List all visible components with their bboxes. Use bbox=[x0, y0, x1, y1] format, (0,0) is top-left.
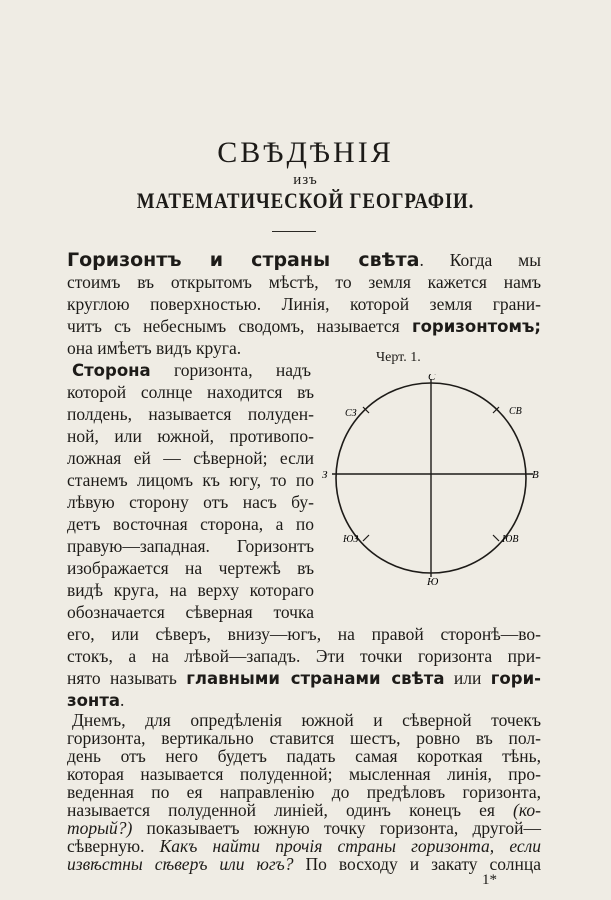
title-divider bbox=[272, 231, 316, 232]
bold-term: горизонтомъ; bbox=[411, 317, 541, 336]
text-span: нято называть bbox=[67, 668, 187, 688]
text-line: Днемъ, для опредѣленія южной и сѣверной точекъ bbox=[72, 710, 541, 730]
text-line: станемъ лицомъ къ югу, то по bbox=[67, 470, 314, 490]
italic-text: извѣстны сѣверъ или югъ? bbox=[67, 854, 294, 874]
text-line: веденная по ея направленію до предѣловъ горизонта, bbox=[67, 782, 541, 802]
page-title: СВѢДѢНІЯ bbox=[217, 136, 394, 169]
text-line: правую—западная. Горизонтъ bbox=[67, 536, 314, 556]
text-line bbox=[67, 690, 541, 711]
text-span: . Когда мы bbox=[419, 250, 541, 270]
text-line: которой солнце находится въ bbox=[67, 382, 314, 402]
text-line: круглою поверхностью. Линія, которой земля грани- bbox=[67, 294, 541, 314]
bold-term: Сторона bbox=[72, 361, 151, 380]
text-line bbox=[67, 316, 541, 337]
text-span: читъ съ небеснымъ сводомъ, называется bbox=[67, 316, 412, 336]
label-east: В bbox=[532, 469, 539, 481]
figure-caption: Черт. 1. bbox=[376, 350, 421, 365]
text-span: . bbox=[120, 690, 125, 710]
text-line: видѣ круга, на верху котораго bbox=[67, 580, 314, 600]
text-span: По восходу и закату солнца bbox=[293, 854, 541, 874]
label-south: Ю bbox=[427, 576, 439, 586]
text-span: сѣверную. bbox=[67, 836, 160, 856]
italic-text: торый?) bbox=[67, 818, 133, 838]
text-line: горизонта, вертикально ставится шестъ, ровно въ пол- bbox=[67, 728, 541, 748]
text-line: стоимъ въ открытомъ мѣстѣ, то земля кажется намъ bbox=[67, 272, 541, 292]
label-west: З bbox=[322, 469, 328, 481]
label-northwest: СЗ bbox=[345, 408, 357, 419]
text-line: его, или сѣверъ, внизу—югъ, на правой сторонѣ—во- bbox=[67, 624, 541, 644]
bold-term: главными странами свѣта bbox=[186, 669, 445, 688]
label-southeast: ЮВ bbox=[502, 534, 519, 545]
text-line: она имѣетъ видъ круга. bbox=[67, 338, 242, 358]
sw-tick bbox=[363, 535, 369, 541]
italic-text: Какъ найти прочія страны горизонта, если bbox=[159, 836, 541, 856]
text-line: обозначается сѣверная точка bbox=[67, 602, 314, 622]
text-line: полдень, называется полуден- bbox=[67, 404, 314, 424]
text-line: день отъ него будетъ падать самая короткая тѣнь, bbox=[67, 746, 541, 766]
label-northeast: СВ bbox=[509, 406, 522, 417]
horizon-diagram bbox=[318, 374, 550, 586]
subtitle-preposition: изъ bbox=[293, 172, 318, 188]
text-line: которая называется полуденной; мысленная линія, про- bbox=[67, 764, 541, 784]
text-line: изображается на чертежѣ въ bbox=[67, 558, 314, 578]
text-line: стокъ, а на лѣвой—западъ. Эти точки горизонта при- bbox=[67, 646, 541, 666]
text-span: или bbox=[444, 668, 491, 688]
text-line bbox=[72, 360, 311, 381]
text-line: детъ восточная сторона, а по bbox=[67, 514, 314, 534]
text-line: ной, или южной, противопо- bbox=[67, 426, 314, 446]
bold-term: гори- bbox=[490, 669, 541, 688]
text-span: горизонта, надъ bbox=[150, 360, 311, 380]
section-heading: Горизонтъ и страны свѣта bbox=[67, 249, 420, 271]
text-line bbox=[67, 250, 541, 271]
page-number: 1* bbox=[482, 872, 497, 888]
text-line bbox=[67, 668, 541, 689]
label-southwest: ЮЗ bbox=[343, 534, 359, 545]
subtitle-main: МАТЕМАТИЧЕСКОЙ ГЕОГРАФІИ. bbox=[136, 188, 475, 213]
text-line: ложная ей — сѣверной; если bbox=[67, 448, 314, 468]
text-span: показываетъ южную точку горизонта, другой— bbox=[132, 818, 541, 838]
text-line bbox=[67, 854, 541, 875]
text-span: называется полуденной линіей, одинъ конецъ ея bbox=[67, 800, 495, 820]
label-north: С bbox=[428, 374, 436, 383]
text-line: лѣвую сторону отъ насъ бу- bbox=[67, 492, 314, 512]
italic-text: (ко- bbox=[494, 800, 541, 820]
se-tick bbox=[493, 535, 499, 541]
bold-term: зонта bbox=[67, 691, 121, 710]
